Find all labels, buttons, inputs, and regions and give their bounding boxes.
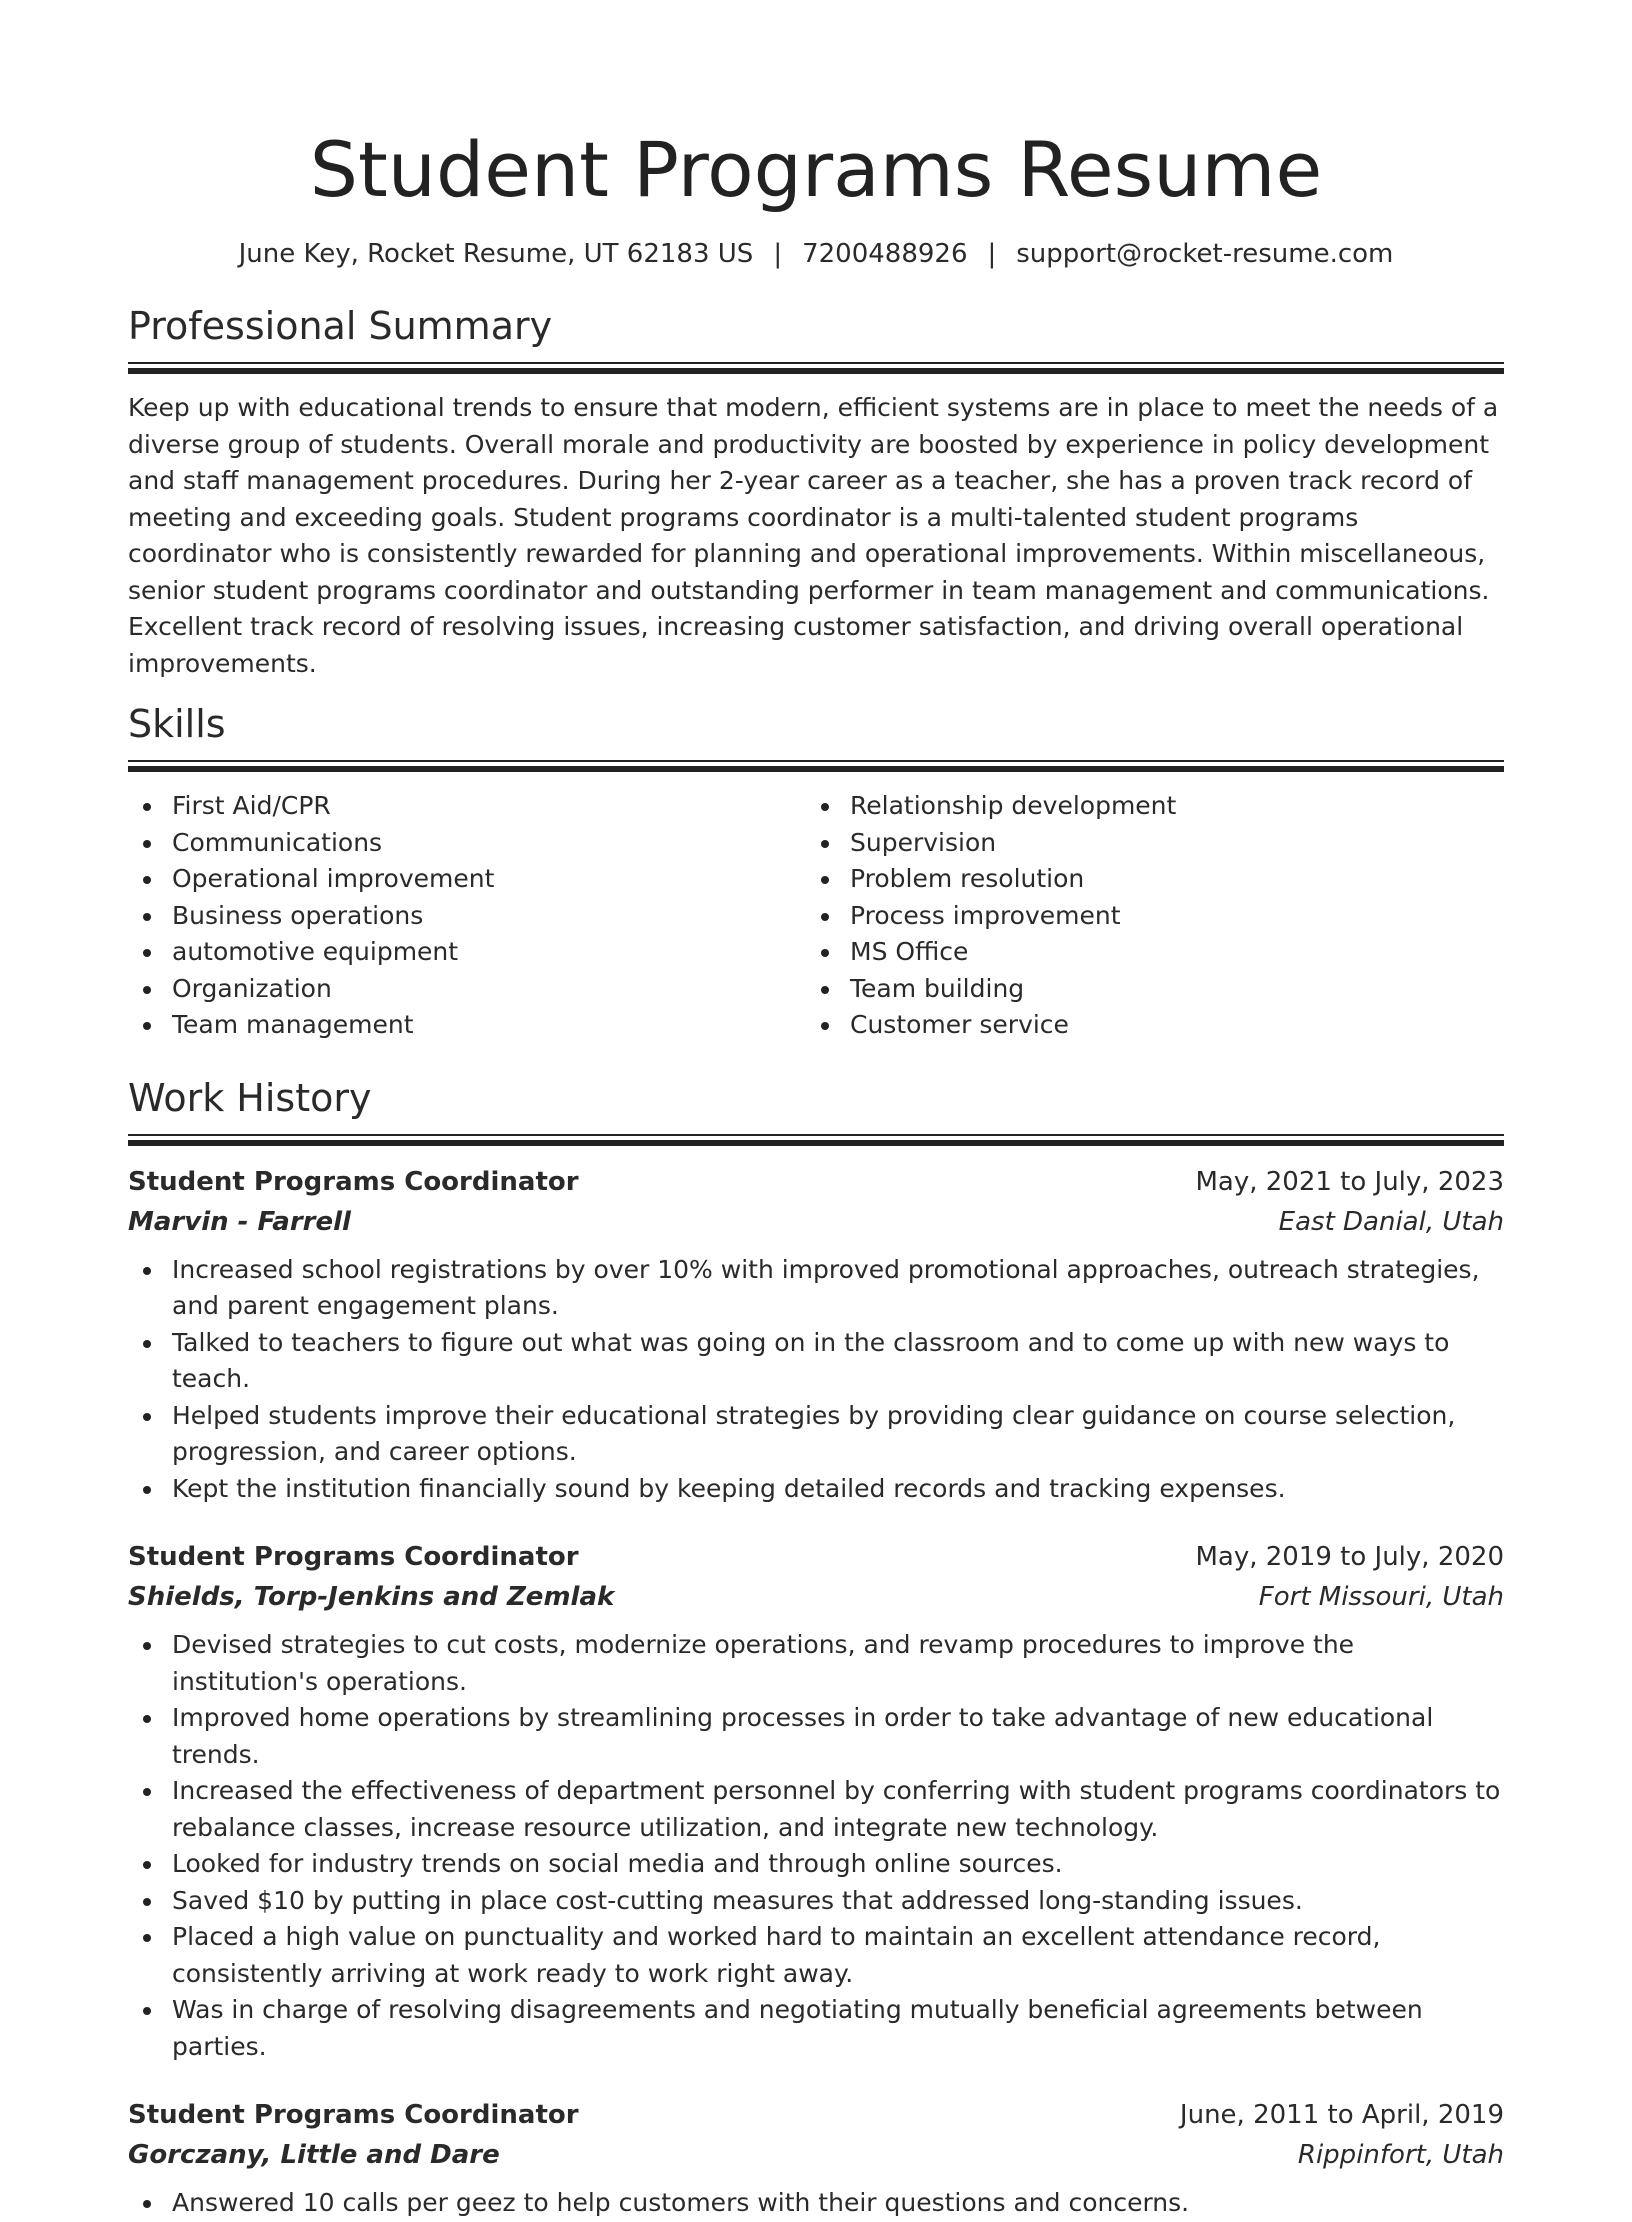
job-location: East Danial, Utah [1278, 1206, 1504, 1237]
skill-item: Communications [128, 825, 806, 862]
section-divider [128, 362, 1504, 372]
contact-phone: 7200488926 [802, 239, 968, 269]
skill-item: Process improvement [806, 898, 1484, 935]
job-title: Student Programs Coordinator [128, 1166, 579, 1197]
list-item: Helped students improve their educational strategies by providing clear guidance on course selection, progression, and career options. [128, 1398, 1504, 1471]
skill-item: Business operations [128, 898, 806, 935]
summary-text: Keep up with educational trends to ensure that modern, efficient systems are in place to meet the needs of a diverse group of students. Overall morale and productivity are boosted by experience in policy development and staff management procedures. During her 2-year career as a teacher, she has a proven track record of meeting and exceeding goals. Student programs coordinator is a multi-talented student programs coordinator who is consistently rewarded for planning and operational improvements. Within miscellaneous, senior student programs coordinator and outstanding performer in team management and communications. Excellent track record of resolving issues, increasing customer satisfaction, and driving overall operational improvements. [128, 393, 1499, 678]
job-subheader [128, 1202, 1504, 1242]
contact-line [128, 236, 1504, 272]
job-location: Fort Missouri, Utah [1258, 1582, 1504, 1612]
contact-separator: | [987, 239, 997, 269]
list-item: Looked for industry trends on social media and through online sources. [128, 1846, 1504, 1883]
job-company: Marvin - Farrell [128, 1206, 351, 1237]
list-item: Talked to teachers to figure out what was going on in the classroom and to come up with new ways to teach. [128, 1325, 1504, 1398]
job-header [128, 1537, 1504, 1577]
list-item: Answered 10 calls per geez to help customers with their questions and concerns. [128, 2185, 1504, 2222]
skill-item: Relationship development [806, 788, 1484, 825]
job-bullets [128, 1252, 1504, 1508]
list-item: Increased the effectiveness of department personnel by conferring with student programs coordinators to rebalance classes, increase resource utilization, and integrate new technology. [128, 1773, 1504, 1846]
skill-item: Customer service [806, 1007, 1484, 1044]
skill-item: Team building [806, 971, 1484, 1008]
job-title: Student Programs Coordinator [128, 1542, 579, 1572]
job-entry [128, 2095, 1504, 2222]
list-item: Improved home operations by streamlining processes in order to take advantage of new educational trends. [128, 1700, 1504, 1773]
work-section [128, 1074, 1504, 2222]
contact-email[interactable]: support@rocket-resume.com [1016, 239, 1394, 269]
section-heading-work: Work History [128, 1075, 372, 1120]
resume-page [128, 0, 1504, 2222]
section-heading-summary: Professional Summary [128, 304, 553, 348]
summary-section [128, 302, 1504, 682]
job-entry [128, 1537, 1504, 2065]
resume-title: Student Programs Resume [309, 125, 1323, 214]
job-dates: June, 2011 to April, 2019 [1179, 2100, 1504, 2130]
job-title: Student Programs Coordinator [128, 2100, 579, 2130]
skill-item: Organization [128, 971, 806, 1008]
list-item: Was in charge of resolving disagreements and negotiating mutually beneficial agreements between parties. [128, 1992, 1504, 2065]
job-bullets [128, 2185, 1504, 2222]
job-company: Shields, Torp-Jenkins and Zemlak [128, 1582, 615, 1612]
contact-address: June Key, Rocket Resume, UT 62183 US [238, 239, 754, 269]
skill-item: Operational improvement [128, 861, 806, 898]
job-company: Gorczany, Little and Dare [128, 2140, 500, 2170]
list-item: Placed a high value on punctuality and worked hard to maintain an excellent attendance record, consistently arriving at work ready to work right away. [128, 1919, 1504, 1992]
skill-item: First Aid/CPR [128, 788, 806, 825]
list-item: Devised strategies to cut costs, modernize operations, and revamp procedures to improve the institution's operations. [128, 1627, 1504, 1700]
job-dates: May, 2019 to July, 2020 [1195, 1542, 1504, 1572]
job-subheader [128, 1577, 1504, 1617]
job-header [128, 2095, 1504, 2135]
skills-left-list [128, 788, 806, 1044]
section-divider [128, 760, 1504, 770]
list-item: Increased school registrations by over 10% with improved promotional approaches, outreach strategies, and parent engagement plans. [128, 1252, 1504, 1325]
list-item: Saved $10 by putting in place cost-cutting measures that addressed long-standing issues. [128, 1883, 1504, 1920]
job-bullets [128, 1627, 1504, 2065]
skills-section [128, 700, 1504, 1044]
job-dates: May, 2021 to July, 2023 [1195, 1166, 1504, 1197]
skill-item: Problem resolution [806, 861, 1484, 898]
contact-separator: | [773, 239, 783, 269]
section-heading-skills: Skills [128, 702, 226, 746]
job-entry [128, 1162, 1504, 1508]
skill-item: automotive equipment [128, 934, 806, 971]
section-divider [128, 1134, 1504, 1144]
skill-item: MS Office [806, 934, 1484, 971]
skills-right-list [806, 788, 1484, 1044]
job-header [128, 1162, 1504, 1202]
list-item: Kept the institution financially sound by keeping detailed records and tracking expenses. [128, 1471, 1504, 1508]
job-location: Rippinfort, Utah [1297, 2140, 1504, 2170]
skill-item: Supervision [806, 825, 1484, 862]
skill-item: Team management [128, 1007, 806, 1044]
skills-columns [128, 788, 1504, 1044]
job-subheader [128, 2135, 1504, 2175]
